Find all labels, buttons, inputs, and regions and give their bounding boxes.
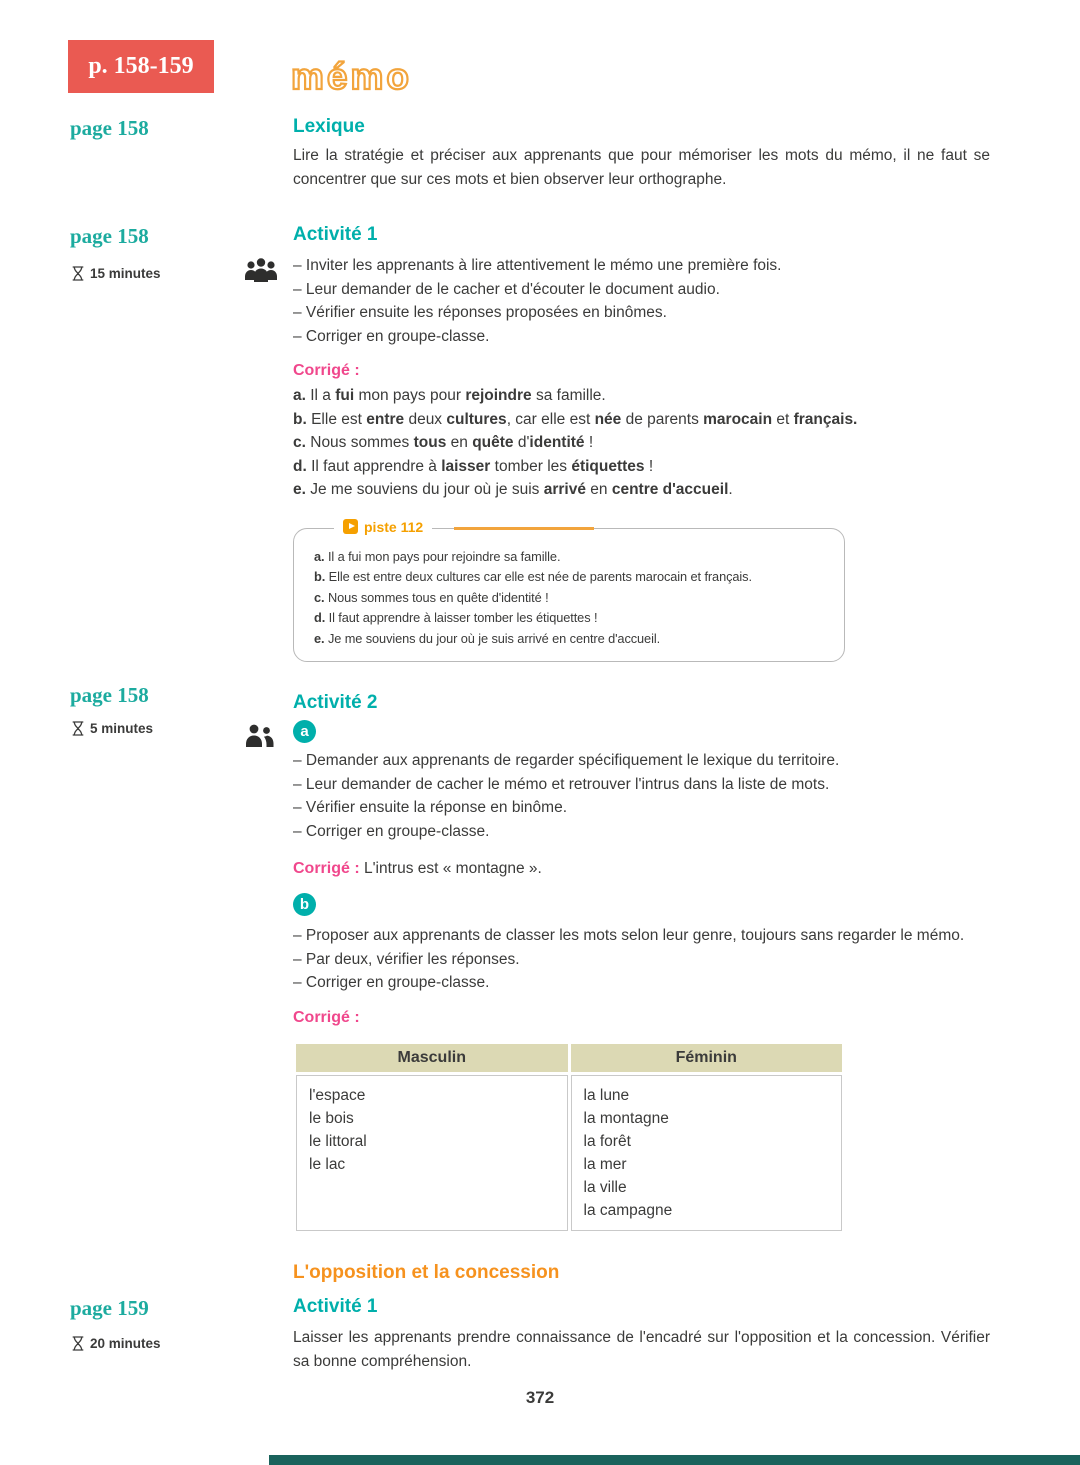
section-title-opposition-activite1: Activité 1 <box>293 1296 378 1317</box>
page-ref-box <box>68 40 214 93</box>
opposition-body: Laisser les apprenants prendre connaissance de l'encadré sur l'opposition et la concession. Vérifier sa bonne compréhension. <box>293 1329 990 1370</box>
table-body-row <box>296 1075 842 1231</box>
margin-page-activite2: page 158 <box>70 683 149 707</box>
transcript-line: b. Elle est entre deux cultures car elle est née de parents marocain et français. <box>314 569 752 584</box>
activite1-answers <box>293 384 990 502</box>
step-item: – Inviter les apprenants à lire attentivement le mémo une première fois. <box>293 257 782 274</box>
group-icon <box>243 256 279 293</box>
step-item: – Vérifier ensuite les réponses proposées en binômes. <box>293 304 667 321</box>
table-word: la montagne <box>583 1109 669 1127</box>
main-column <box>293 116 990 1234</box>
activite1-steps <box>293 254 990 348</box>
badge-a: a <box>293 720 316 743</box>
transcript-line: d. Il faut apprendre à laisser tomber les étiquettes ! <box>314 610 598 625</box>
table-word: la mer <box>583 1155 627 1173</box>
corrige-a-text: L'intrus est « montagne ». <box>359 860 542 877</box>
step-item: – Corriger en groupe-classe. <box>293 822 490 840</box>
table-header-row <box>296 1044 842 1072</box>
genre-table <box>293 1041 845 1234</box>
opposition-section <box>293 1262 990 1374</box>
corrige-label: Corrigé : <box>293 860 360 877</box>
table-word: la ville <box>583 1178 627 1196</box>
corrige-label: Corrigé : <box>293 362 360 379</box>
table-header-feminin: Féminin <box>571 1044 843 1072</box>
section-title-activite1: Activité 1 <box>293 224 378 245</box>
piste-rule <box>454 527 594 530</box>
transcript-line: e. Je me souviens du jour où je suis arrivé en centre d'accueil. <box>314 630 661 646</box>
masculin-cell <box>296 1075 568 1231</box>
section-title-activite2: Activité 2 <box>293 692 378 713</box>
answer-line: e. Je me souviens du jour où je suis arrivé en centre d'accueil. <box>293 481 733 498</box>
page-number: 372 <box>525 1388 555 1407</box>
answer-line: d. Il faut apprendre à laisser tomber les étiquettes ! <box>293 457 654 475</box>
step-item: – Vérifier ensuite la réponse en binôme. <box>293 799 567 816</box>
step-item: – Leur demander de le cacher et d'écouter le document audio. <box>293 280 720 298</box>
memo-title: mémo <box>291 56 412 97</box>
step-item: – Proposer aux apprenants de classer les mots selon leur genre, toujours sans regarder le mémo. <box>293 927 965 944</box>
activite2b-steps <box>293 924 990 995</box>
corrige-a-line <box>293 857 990 881</box>
step-item: – Corriger en groupe-classe. <box>293 327 490 345</box>
hourglass-icon <box>72 721 84 736</box>
duration-opposition <box>72 1336 161 1351</box>
margin-page-lexique: page 158 <box>70 116 149 140</box>
piste-number: piste 112 <box>364 518 424 535</box>
piste-label <box>334 519 432 535</box>
footer-bar <box>269 1455 1080 1465</box>
table-word: la campagne <box>583 1201 673 1219</box>
table-word: la forêt <box>583 1132 631 1150</box>
corrige-label: Corrigé : <box>293 1008 360 1026</box>
activite2a-block <box>293 720 990 843</box>
margin-page-159: page 159 <box>70 1296 149 1320</box>
table-word: le littoral <box>309 1132 367 1150</box>
section-title-opposition: L'opposition et la concession <box>293 1262 560 1283</box>
activite2a-steps <box>293 749 990 843</box>
duration-label: 5 minutes <box>90 721 154 736</box>
step-item: – Demander aux apprenants de regarder spécifiquement le lexique du territoire. <box>293 752 840 769</box>
duration-label: 20 minutes <box>90 1336 161 1351</box>
section-title-lexique: Lexique <box>293 116 365 137</box>
duration-activite2 <box>72 721 153 736</box>
table-word: la lune <box>583 1086 630 1104</box>
activite1-block <box>293 254 990 348</box>
page-ref: p. 158-159 <box>88 53 194 79</box>
duration-label: 15 minutes <box>90 266 161 281</box>
feminin-cell <box>571 1075 843 1231</box>
lexique-body: Lire la stratégie et préciser aux apprenants que pour mémoriser les mots du mémo, il ne faut se concentrer que sur ces mots et bien observer leur orthographe. <box>293 147 990 188</box>
table-header-masculin: Masculin <box>296 1044 568 1072</box>
answer-line: c. Nous sommes tous en quête d'identité ! <box>293 434 594 451</box>
answer-line: a. Il a fui mon pays pour rejoindre sa famille. <box>293 387 606 404</box>
hourglass-icon <box>72 266 84 281</box>
duration-activite1 <box>72 266 161 281</box>
table-word: le bois <box>309 1109 354 1127</box>
step-item: – Leur demander de cacher le mémo et retrouver l'intrus dans la liste de mots. <box>293 775 830 793</box>
margin-page-activite1: page 158 <box>70 224 149 248</box>
transcript-line: c. Nous sommes tous en quête d'identité ! <box>314 589 549 605</box>
badge-b: b <box>293 893 316 916</box>
step-item: – Par deux, vérifier les réponses. <box>293 950 520 968</box>
answer-line: b. Elle est entre deux cultures, car elle est née de parents marocain et français. <box>293 410 858 428</box>
pair-icon <box>243 722 275 755</box>
table-word: le lac <box>309 1155 346 1173</box>
hourglass-icon <box>72 1336 84 1351</box>
audio-transcript-box <box>293 518 845 663</box>
play-icon <box>343 519 358 534</box>
step-item: – Corriger en groupe-classe. <box>293 974 490 991</box>
table-word: l'espace <box>309 1086 366 1104</box>
transcript-line: a. Il a fui mon pays pour rejoindre sa famille. <box>314 548 561 564</box>
